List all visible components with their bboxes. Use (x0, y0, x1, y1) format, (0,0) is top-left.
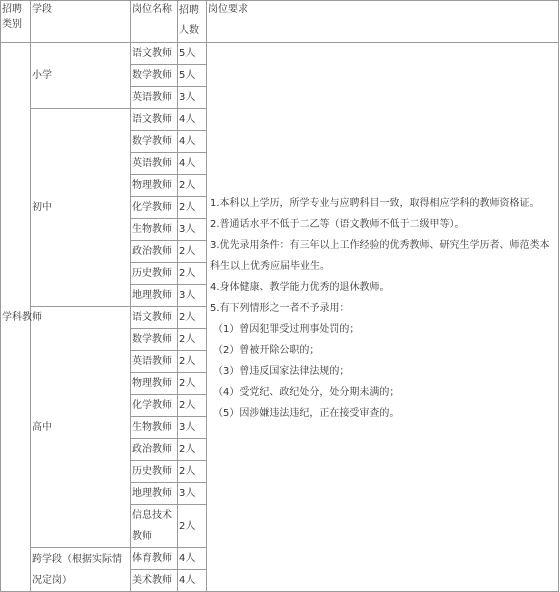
position-cell: 生物教师 (131, 417, 178, 439)
header-requirements: 岗位要求 (207, 1, 559, 43)
count-cell: 3人 (178, 219, 207, 241)
position-cell: 生物教师 (131, 219, 178, 241)
position-cell: 化学教师 (131, 395, 178, 417)
position-cell: 语文教师 (131, 109, 178, 131)
count-cell: 2人 (178, 395, 207, 417)
position-cell: 物理教师 (131, 373, 178, 395)
position-cell: 地理教师 (131, 483, 178, 505)
header-row (1, 1, 559, 43)
count-cell: 2人 (178, 329, 207, 351)
requirements-cell (207, 43, 559, 592)
count-cell: 2人 (178, 439, 207, 461)
count-cell: 3人 (178, 417, 207, 439)
position-cell: 英语教师 (131, 351, 178, 373)
requirement-subitem: （5）因涉嫌违法违纪，正在接受审查的。 (213, 408, 400, 419)
count-cell: 4人 (178, 570, 207, 592)
position-cell: 数学教师 (131, 65, 178, 87)
count-cell: 4人 (178, 153, 207, 175)
table-row (1, 43, 559, 65)
count-cell: 2人 (178, 351, 207, 373)
requirements-list (210, 43, 556, 424)
category-label: 学科教师 (2, 311, 42, 323)
count-cell: 2人 (178, 197, 207, 219)
header-stage: 学段 (31, 1, 131, 43)
position-cell: 历史教师 (131, 461, 178, 483)
count-cell: 3人 (178, 285, 207, 307)
position-cell: 政治教师 (131, 439, 178, 461)
count-cell: 2人 (178, 505, 207, 548)
header-position: 岗位名称 (131, 1, 178, 43)
position-cell: 数学教师 (131, 329, 178, 351)
requirement-subitem: （4）受党纪、政纪处分，处分期未满的； (213, 387, 400, 398)
header-count: 招聘人数 (178, 1, 207, 43)
stage-junior: 初中 (31, 109, 131, 307)
stage-senior: 高中 (31, 307, 131, 548)
count-cell: 4人 (178, 548, 207, 570)
position-cell: 化学教师 (131, 197, 178, 219)
requirement-item: 4.身体健康、教学能力优秀的退休教师。 (210, 282, 390, 293)
position-cell: 英语教师 (131, 153, 178, 175)
position-cell: 数学教师 (131, 131, 178, 153)
requirement-item: 2.普通话水平不低于二乙等（语文教师不低于二级甲等）。 (210, 219, 465, 230)
count-cell: 5人 (178, 43, 207, 65)
position-cell: 信息技术教师 (131, 505, 178, 548)
position-cell: 物理教师 (131, 175, 178, 197)
position-cell: 语文教师 (131, 43, 178, 65)
count-cell: 3人 (178, 483, 207, 505)
requirement-item: 5.有下列情形之一者不予录用： (210, 303, 350, 314)
requirement-subitem: （1）曾因犯罪受过刑事处罚的； (213, 324, 360, 335)
count-cell: 3人 (178, 87, 207, 109)
requirement-subitem: （3）曾违反国家法律法规的； (213, 366, 350, 377)
position-cell: 体育教师 (131, 548, 178, 570)
requirement-item: 3.优先录用条件：有三年以上工作经验的优秀教师、研究生学历者、师范类本科生以上优秀应届毕业生。 (210, 240, 550, 272)
position-cell: 历史教师 (131, 263, 178, 285)
header-category: 招聘类别 (1, 1, 31, 43)
position-cell: 地理教师 (131, 285, 178, 307)
position-cell: 英语教师 (131, 87, 178, 109)
stage-primary: 小学 (31, 43, 131, 109)
position-cell: 政治教师 (131, 241, 178, 263)
count-cell: 2人 (178, 307, 207, 329)
position-cell: 美术教师 (131, 570, 178, 592)
count-cell: 4人 (178, 109, 207, 131)
count-cell: 2人 (178, 241, 207, 263)
count-cell: 2人 (178, 263, 207, 285)
count-cell: 2人 (178, 175, 207, 197)
requirement-item: 1.本科以上学历，所学专业与应聘科目一致，取得相应学科的教师资格证。 (210, 198, 540, 209)
count-cell: 5人 (178, 65, 207, 87)
count-cell: 2人 (178, 373, 207, 395)
position-cell: 语文教师 (131, 307, 178, 329)
requirement-subitem: （2）曾被开除公职的； (213, 345, 320, 356)
count-cell: 4人 (178, 131, 207, 153)
count-cell: 2人 (178, 461, 207, 483)
stage-cross: 跨学段（根据实际情况定岗） (31, 548, 131, 592)
